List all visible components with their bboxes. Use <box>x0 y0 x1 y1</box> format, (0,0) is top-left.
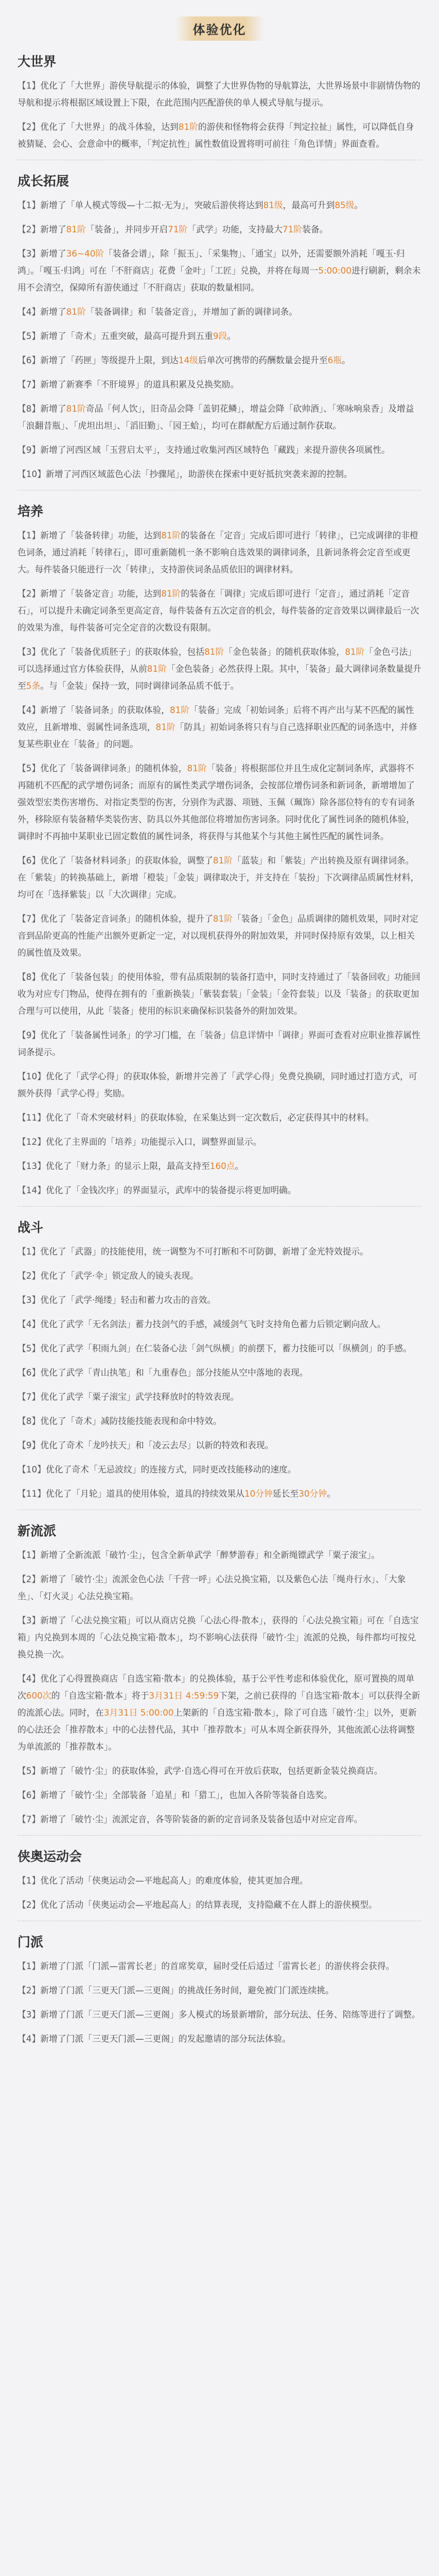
item-text: 优化了活动「侠奥运动会—平地起高人」的结算表现，支持隐藏不在人群上的游侠模型。 <box>40 1900 377 1910</box>
item-index: 【3】 <box>17 1615 41 1625</box>
item-text: 优化了武学「积雨九剑」在仁装备心法「剑气纵横」的前摆下，蓄力技能可以「纵横剑」的手感。 <box>40 1343 412 1353</box>
item-index: 【1】 <box>17 1961 41 1971</box>
item-index: 【1】 <box>17 200 41 210</box>
item-text: 新增了门派「三更天门派—三更阁」的挑战任务时间，避免被门门派连续挑。 <box>40 1985 334 1995</box>
item-text: 「装备」完成「初始词条」后将不再产出与某不匹配的属性效应，且新增堆、弱属性词条选项， <box>17 705 414 732</box>
item-index: 【7】 <box>17 1392 41 1402</box>
item-text: 。 <box>342 355 350 365</box>
list-item <box>17 1109 422 1126</box>
list-item <box>17 1068 422 1102</box>
item-text: 优化了武学「无名剑法」蓄力技剑气的手感，减缓剑气飞时支持角色蓄力后锁定剿向敌人。 <box>40 1319 386 1329</box>
item-index: 【1】 <box>17 1550 41 1560</box>
item-text: 「装备调律」和「装备定音」，并增加了新的调律词条。 <box>85 307 297 317</box>
list-item <box>17 760 422 845</box>
list-item <box>17 1316 422 1333</box>
highlight-text: 81阶 <box>204 647 224 657</box>
list-item <box>17 585 422 636</box>
list-item <box>17 527 422 578</box>
item-text: 进行刷新，剩余未用不会清空，保障所有游侠通过「不肝商店」获取的数量相同。 <box>17 265 421 293</box>
list-item <box>17 1762 422 1780</box>
item-index: 【9】 <box>17 1030 41 1040</box>
list-item <box>17 1896 422 1913</box>
highlight-text: 30分钟 <box>298 1488 327 1499</box>
item-text: 优化了「装备材料词条」的获取体验，调整了 <box>40 855 213 866</box>
highlight-text: 600次 <box>26 1690 51 1701</box>
item-index: 【7】 <box>17 913 41 924</box>
title-wrap <box>0 16 439 41</box>
item-index: 【2】 <box>17 224 41 234</box>
highlight-text: 81阶 <box>161 530 181 540</box>
section <box>17 1521 422 1828</box>
item-text: 新增了「装备定音」功能，达到 <box>40 588 162 599</box>
item-index: 【4】 <box>17 1319 41 1329</box>
list-item <box>17 1811 422 1828</box>
section-divider <box>17 1835 422 1836</box>
item-index: 【4】 <box>17 307 41 317</box>
list-item <box>17 702 422 753</box>
section-title: 侠奥运动会 <box>17 1849 82 1864</box>
item-text: 延长至 <box>272 1488 299 1499</box>
item-index: 【3】 <box>17 248 41 259</box>
item-index: 【4】 <box>17 2033 41 2044</box>
item-index: 【2】 <box>17 122 41 132</box>
list-item <box>17 245 422 296</box>
item-index: 【2】 <box>17 1574 41 1584</box>
item-text: 优化了奇术「龙吟扶天」和「凌云去尽」以新的特效和表现。 <box>40 1440 274 1450</box>
section <box>17 1846 422 1913</box>
section-title: 新流派 <box>17 1523 57 1538</box>
list-item <box>17 1292 422 1309</box>
item-index: 【7】 <box>17 1814 41 1824</box>
list-item <box>17 1958 422 1975</box>
item-text: 的装备在「定音」完成后即可进行「转律」，已完成调律的非橙色词条，通过消耗「转律石」，即可重新随机一条不影响自选效果的调律词条，且新词条将会定音至或更大。每件装备只能进行一次「转律」，支持游侠词条品质依旧的调律材料。 <box>17 530 418 574</box>
item-index: 【8】 <box>17 1416 41 1426</box>
item-index: 【8】 <box>17 972 41 982</box>
item-index: 【2】 <box>17 1270 41 1281</box>
item-index: 【11】 <box>17 1488 46 1499</box>
item-index: 【6】 <box>17 355 41 365</box>
list-item <box>17 1612 422 1663</box>
highlight-text: 81阶 <box>147 664 167 674</box>
item-text: 。 <box>235 1161 244 1171</box>
item-text: 「装备」，并同步开启 <box>85 224 168 234</box>
highlight-text: 5:00:00 <box>318 265 352 276</box>
item-text: 「装备」「金色」品质调律的随机效果，同时对定音到品阶更高的性能产出额外更新定一定，对以现机获得外的附加效果，并同时保持原有效果，以上相关的属性值及效果。 <box>17 913 418 958</box>
item-index: 【8】 <box>17 403 41 414</box>
item-text: 新增了 <box>40 403 66 414</box>
highlight-text: 14级 <box>178 355 198 365</box>
list-item <box>17 221 422 238</box>
item-text: 新增了 <box>40 224 66 234</box>
item-text: 新增了「奇术」五重突破，最高可提升到五重 <box>40 331 213 341</box>
item-text: 「武学」功能，支持最大 <box>187 224 283 234</box>
item-text: 新增了「装备词条」的获取体验， <box>40 705 170 715</box>
page-title: 体验优化 <box>175 16 264 41</box>
list-item <box>17 969 422 1020</box>
item-text: 新增了全新流派「破竹·尘」，包含全新单武学「醉梦游春」和全新绳镖武学「粟子滚宝」。 <box>40 1550 380 1560</box>
highlight-text: 71阶 <box>168 224 188 234</box>
item-text: 优化了「装备属性词条」的学习门槛，在「装备」信息详情中「调律」界面可查看对应职业推荐属性词条提示。 <box>17 1030 420 1057</box>
item-text: 新增了「心法兑换宝箱」可以从商店兑换「心法心得·散本」，获得的「心法兑换宝箱」可在「自选宝箱」内兑换到本周的「心法兑换宝箱·散本」，均不影响心法获得「破竹·尘」流派的兑换，每件都均可按兑换兑换一次。 <box>17 1615 419 1659</box>
item-index: 【2】 <box>17 588 41 599</box>
section-divider <box>17 1206 422 1207</box>
item-text: 「金色弓法」可以选择通过官方体验获得，从前 <box>17 647 417 674</box>
item-text: 优化了武学「青山执笔」和「九重春色」部分技能从空中落地的表现。 <box>40 1367 308 1378</box>
item-index: 【9】 <box>17 445 41 455</box>
item-text: 优化了「装备定音词条」的随机体验，提升了 <box>40 913 213 924</box>
item-index: 【2】 <box>17 1985 41 1995</box>
list-item <box>17 442 422 459</box>
list-item <box>17 1571 422 1605</box>
item-text: 优化了「大世界」游侠导航提示的体验，调整了大世界伪物的导航算法，大世界场景中非剧情伪物的导航和提示将根据区域设置上下限，在此范围内匹配游侠的单人模式导航与提示。 <box>17 80 420 108</box>
item-text: 后单次可携带的药酬数量会提升至 <box>198 355 328 365</box>
item-text: 的游侠和怪物将会获得「判定拉扯」属性，可以降低自身被猜疑、会心、会意命中的概率，「判定抗性」属性数值设置将明可前往「角色详情」界面查看。 <box>17 122 414 149</box>
highlight-text: 81阶 <box>169 705 190 715</box>
section-title: 门派 <box>17 1935 44 1950</box>
highlight-text: 71阶 <box>282 224 303 234</box>
item-index: 【10】 <box>17 1464 46 1475</box>
item-text: 新增了门派「三更天门派—三更阁」的发起邀请的部分玩法体验。 <box>40 2033 291 2044</box>
list-item <box>17 1437 422 1454</box>
list-item <box>17 1340 422 1357</box>
item-index: 【3】 <box>17 1295 41 1305</box>
list-item <box>17 466 422 483</box>
item-index: 【4】 <box>17 705 41 715</box>
item-text: 优化了「装备调律词条」的随机体验， <box>40 763 187 773</box>
highlight-text: 3月31日 5:00:00 <box>103 1707 174 1718</box>
item-index: 【3】 <box>17 2009 41 2020</box>
section-title: 成长拓展 <box>17 174 69 189</box>
item-text: 下架，之前已获得的「自选宝箱·散本」可以获得全新的流派心法。同时，在 <box>17 1690 420 1718</box>
item-text: 「防具」初始词条将只有与自己选择职业匹配的词条选中，并修复某些职业在「装备」的问题。 <box>17 722 417 749</box>
highlight-text: 85级 <box>335 200 355 210</box>
item-text: 新增了「单人模式等级—十二拟·无为」，突破后游侠将达到 <box>40 200 264 210</box>
item-index: 【6】 <box>17 1790 41 1800</box>
item-text: 新增了河西区域「玉营启太平」，支持通过收集河西区域特色「藏践」来提升游侠各项属性。 <box>40 445 390 455</box>
item-text: 优化了「武器」的技能使用，统一调整为不可打断和不可防御，新增了金光特效提示。 <box>40 1246 368 1257</box>
item-text: 优化了心得置换商店「自选宝箱·散本」的兑换体验，基于公平性考虑和体验优化，原可置换的周单次 <box>17 1673 415 1701</box>
item-index: 【10】 <box>17 1071 46 1081</box>
item-text: 新增了「破竹·尘」流派定音，各等阶装备的新的定音词条及装备包适中对应定音库。 <box>40 1814 363 1824</box>
item-index: 【13】 <box>17 1161 46 1171</box>
item-index: 【6】 <box>17 1367 41 1378</box>
list-item <box>17 376 422 393</box>
list-item <box>17 2030 422 2047</box>
item-index: 【4】 <box>17 1673 41 1684</box>
section <box>17 501 422 1199</box>
item-text: 的「自选宝箱·散本」将于 <box>51 1690 149 1701</box>
list-item <box>17 1670 422 1755</box>
item-index: 【9】 <box>17 1440 41 1450</box>
list-item <box>17 1872 422 1889</box>
list-item <box>17 1461 422 1478</box>
list-item <box>17 77 422 111</box>
item-text: 新增了河西区域蓝色心法「抄骤尾」，助游侠在探索中更好抵抗突袭来源的控制。 <box>45 469 353 479</box>
item-index: 【5】 <box>17 331 41 341</box>
list-item <box>17 197 422 214</box>
item-index: 【1】 <box>17 80 41 91</box>
item-index: 【1】 <box>17 530 41 540</box>
item-text: 装备。 <box>302 224 328 234</box>
item-text: 。 <box>327 1488 336 1499</box>
list-item <box>17 643 422 694</box>
highlight-text: 6瓶 <box>327 355 342 365</box>
item-index: 【14】 <box>17 1185 46 1195</box>
item-text: 新增了「药匣」等级提升上限，到达 <box>40 355 179 365</box>
item-text: 优化了「奇术」减防技能技能表现和命中特效。 <box>40 1416 222 1426</box>
section-divider <box>17 490 422 491</box>
highlight-text: 81阶 <box>161 588 181 599</box>
highlight-text: 81阶 <box>187 763 207 773</box>
item-text: ，最高可升到 <box>283 200 335 210</box>
list-item <box>17 400 422 434</box>
item-text: 优化了「金钱次序」的界面显示，武库中的装备提示将更加明确。 <box>45 1185 296 1195</box>
item-text: 新增了 <box>40 307 66 317</box>
list-item <box>17 1787 422 1804</box>
list-item <box>17 910 422 961</box>
list-item <box>17 352 422 369</box>
item-text: 新增了「装备转律」功能，达到 <box>40 530 162 540</box>
section-title: 培养 <box>17 504 44 519</box>
highlight-text: 5条 <box>26 681 41 691</box>
list-item <box>17 1027 422 1061</box>
item-text: 「金色装备」的随机获取体验， <box>224 647 345 657</box>
item-text: 新增了门派「三更天门派—三更阁」多人模式的场景新增阶，部分玩法、任务、陪练等进行了调整。 <box>40 2009 420 2020</box>
section-title: 大世界 <box>17 54 57 69</box>
list-item <box>17 118 422 152</box>
section-title: 战斗 <box>17 1220 44 1235</box>
item-text: 「装备会谱」，除「振玉」、「采集物」、「通宝」以外，还需要额外消耗「嘎玉·归鸿」。「嘎玉·归鸿」可在「不肝商店」花费「金叶」「工匠」兑换，并将在每周一 <box>17 248 405 276</box>
item-text: 优化了「大世界」的战斗体验，达到 <box>40 122 179 132</box>
item-text: 优化了「奇术突破材料」的获取体验，在采集达到一定次数后，必定获得其中的材料。 <box>45 1112 374 1123</box>
highlight-text: 81阶 <box>345 647 365 657</box>
section-divider <box>17 160 422 161</box>
highlight-text: 3月31日 4:59:59 <box>149 1690 219 1701</box>
item-index: 【12】 <box>17 1137 46 1147</box>
item-index: 【5】 <box>17 763 41 773</box>
list-item <box>17 328 422 345</box>
section <box>17 1932 422 2047</box>
list-item <box>17 852 422 903</box>
item-text: 新增了「破竹·尘」全部装备「追星」和「猎工」，也加入各阶等装备自选奖。 <box>40 1790 332 1800</box>
section <box>17 171 422 483</box>
section-divider <box>17 1510 422 1511</box>
list-item <box>17 1133 422 1150</box>
list-item <box>17 1364 422 1381</box>
item-text: 。 <box>227 331 236 341</box>
item-text: 上架新的「自选宝箱·散本」，除了可自选「破竹·尘」以外，更新的心法还会「推荐散本」中的心法替代品，其中「推荐散本」可从本周全新获得外，其他流派心法将调整为单流派的「推荐散本」。 <box>17 1707 417 1752</box>
highlight-text: 9段 <box>213 331 227 341</box>
item-index: 【6】 <box>17 855 41 866</box>
item-text: 优化了「装备优质胚子」的获取体验，包括 <box>40 647 205 657</box>
highlight-text: 81阶 <box>213 855 233 866</box>
highlight-text: 81阶 <box>213 913 233 924</box>
highlight-text: 10分钟 <box>244 1488 273 1499</box>
list-item <box>17 1413 422 1430</box>
list-item <box>17 1182 422 1199</box>
item-text: 新增了 <box>40 248 66 259</box>
item-text: 优化了「武学·绳缕」轻击和蓄力攻击的音效。 <box>40 1295 216 1305</box>
item-index: 【5】 <box>17 1343 41 1353</box>
list-item <box>17 1388 422 1405</box>
item-text: 新增了「破竹·尘」的获取体验，武学·自选心得可在开放后获取，包括更新金装兑换商店。 <box>40 1766 383 1776</box>
item-text: 优化了「财力条」的显示上限，最高支持至 <box>45 1161 210 1171</box>
item-index: 【11】 <box>17 1112 46 1123</box>
item-index: 【1】 <box>17 1246 41 1257</box>
item-index: 【5】 <box>17 1766 41 1776</box>
item-index: 【3】 <box>17 647 41 657</box>
list-item <box>17 1485 422 1502</box>
highlight-text: 81阶 <box>66 403 86 414</box>
item-text: 「蓝装」和「紫装」产出转换及原有调律词条。在「紫装」的转换基础上，新增「橙装」「金装」调律取决于，并支持在「装扮」下次调律品质属性材料，均可在「选择紫装」以「大次调律」完成。 <box>17 855 419 900</box>
highlight-text: 160点 <box>209 1161 235 1171</box>
highlight-text: 81阶 <box>155 722 175 732</box>
list-item <box>17 1267 422 1284</box>
highlight-text: 81阶 <box>66 307 86 317</box>
item-text: 优化了武学「粟子滚宝」武学技释放时的特效表现。 <box>40 1392 239 1402</box>
item-text: 新增了「破竹·尘」流派金色心法「千营一呼」心法兑换宝箱，以及紫色心法「绳舟行水」、「大象坐」、「灯火灵」心法兑换宝箱。 <box>17 1574 406 1601</box>
list-item <box>17 1243 422 1260</box>
list-item <box>17 2006 422 2023</box>
item-index: 【1】 <box>17 1875 41 1886</box>
list-item <box>17 303 422 320</box>
item-text: 优化了奇术「无忌波纹」的连接方式，同时更改技能移动的速度。 <box>45 1464 296 1475</box>
item-index: 【10】 <box>17 469 46 479</box>
highlight-text: 81级 <box>263 200 283 210</box>
item-text: 优化了「装备包装」的使用体验，带有品质限制的装备打造中，同时支持通过了「装备回收」功能回收为对应专门物品，使得在拥有的「重新换装」「紫装套装」「金装」「金符套装」以及「装备」的获取更加合理与可以使用，从此「装备」使用的标识来确保标识装备外的附加效果。 <box>17 972 420 1016</box>
section-divider <box>17 1921 422 1922</box>
item-text: 奇品「何人饮」，旧奇品会降「盖钥花鳞」，增益会降「砍帅酒」、「寒咏响泉香」及增益「浪翻昔瓶」、「虎坦出坦」、「滔旧勤」、「园王蛤」，均可在群献配方后通过制作获取。 <box>17 403 414 431</box>
item-index: 【2】 <box>17 1900 41 1910</box>
item-text: 「装备」将根据部位并且生成化定制词条库，武器将不再随机不匹配的武学增伤词条；而原有的属性类武学增伤词条，会按部位增伤词条和新词条，新增增加了强效型宏类伤害增伤、对指定类型的伤害，分别作为武器、项链、玉佩（珮饰）除各部位特有的专有词条外，移除原有装备精华类装伤害、防具以外其他部位将增加伤害词条。同时优化了属性词条的随机体验，调律时不再抽中某职业已固定数值的属性词条，将获得与其他某个与其他主属性匹配的属性词条。 <box>17 763 415 841</box>
item-text: 优化了「月轮」道具的使用体验，道具的持续效果从 <box>45 1488 244 1499</box>
content <box>0 52 439 2047</box>
section <box>17 1217 422 1502</box>
list-item <box>17 1158 422 1175</box>
list-item <box>17 1547 422 1564</box>
section <box>17 52 422 152</box>
item-text: 。 <box>354 200 363 210</box>
highlight-text: 81阶 <box>178 122 198 132</box>
item-text: 优化了活动「侠奥运动会—平地起高人」的难度体验，使其更加合理。 <box>40 1875 308 1886</box>
item-text: 新增了新赛季「不肝境界」的道具积累及兑换奖励。 <box>40 379 239 389</box>
item-text: 优化了主界面的「培养」功能提示入口，调整界面显示。 <box>45 1137 262 1147</box>
item-text: 的装备在「调律」完成后即可进行「定音」，通过消耗「定音石」，可以提升未确定词条至更高定音，每件装备有五次定音的机会，每件装备的定音效果以调律最后一次的效果为准，每件装备可完全定音的次数设有限制。 <box>17 588 419 633</box>
item-text: 。与「金装」保持一致，同时调律词条品质不低于。 <box>40 681 239 691</box>
item-index: 【7】 <box>17 379 41 389</box>
highlight-text: 81阶 <box>66 224 86 234</box>
list-item <box>17 1982 422 1999</box>
item-text: 新增了门派「门派—雷霄长老」的首席奖章，届时受任后适过「雷霄长老」的游侠将会获得。 <box>40 1961 395 1971</box>
item-text: 优化了「武学·伞」锁定敌人的镜头表现。 <box>40 1270 199 1281</box>
item-text: 优化了「武学心得」的获取体验，新增并完善了「武学心得」免费兑换刷，同时通过打造方式，可额外获得「武学心得」奖励。 <box>17 1071 417 1098</box>
item-text: 「金色装备」必然获得上限。其中，「装备」最大调律词条数量提升至 <box>17 664 422 691</box>
highlight-text: 36~40阶 <box>66 248 104 259</box>
